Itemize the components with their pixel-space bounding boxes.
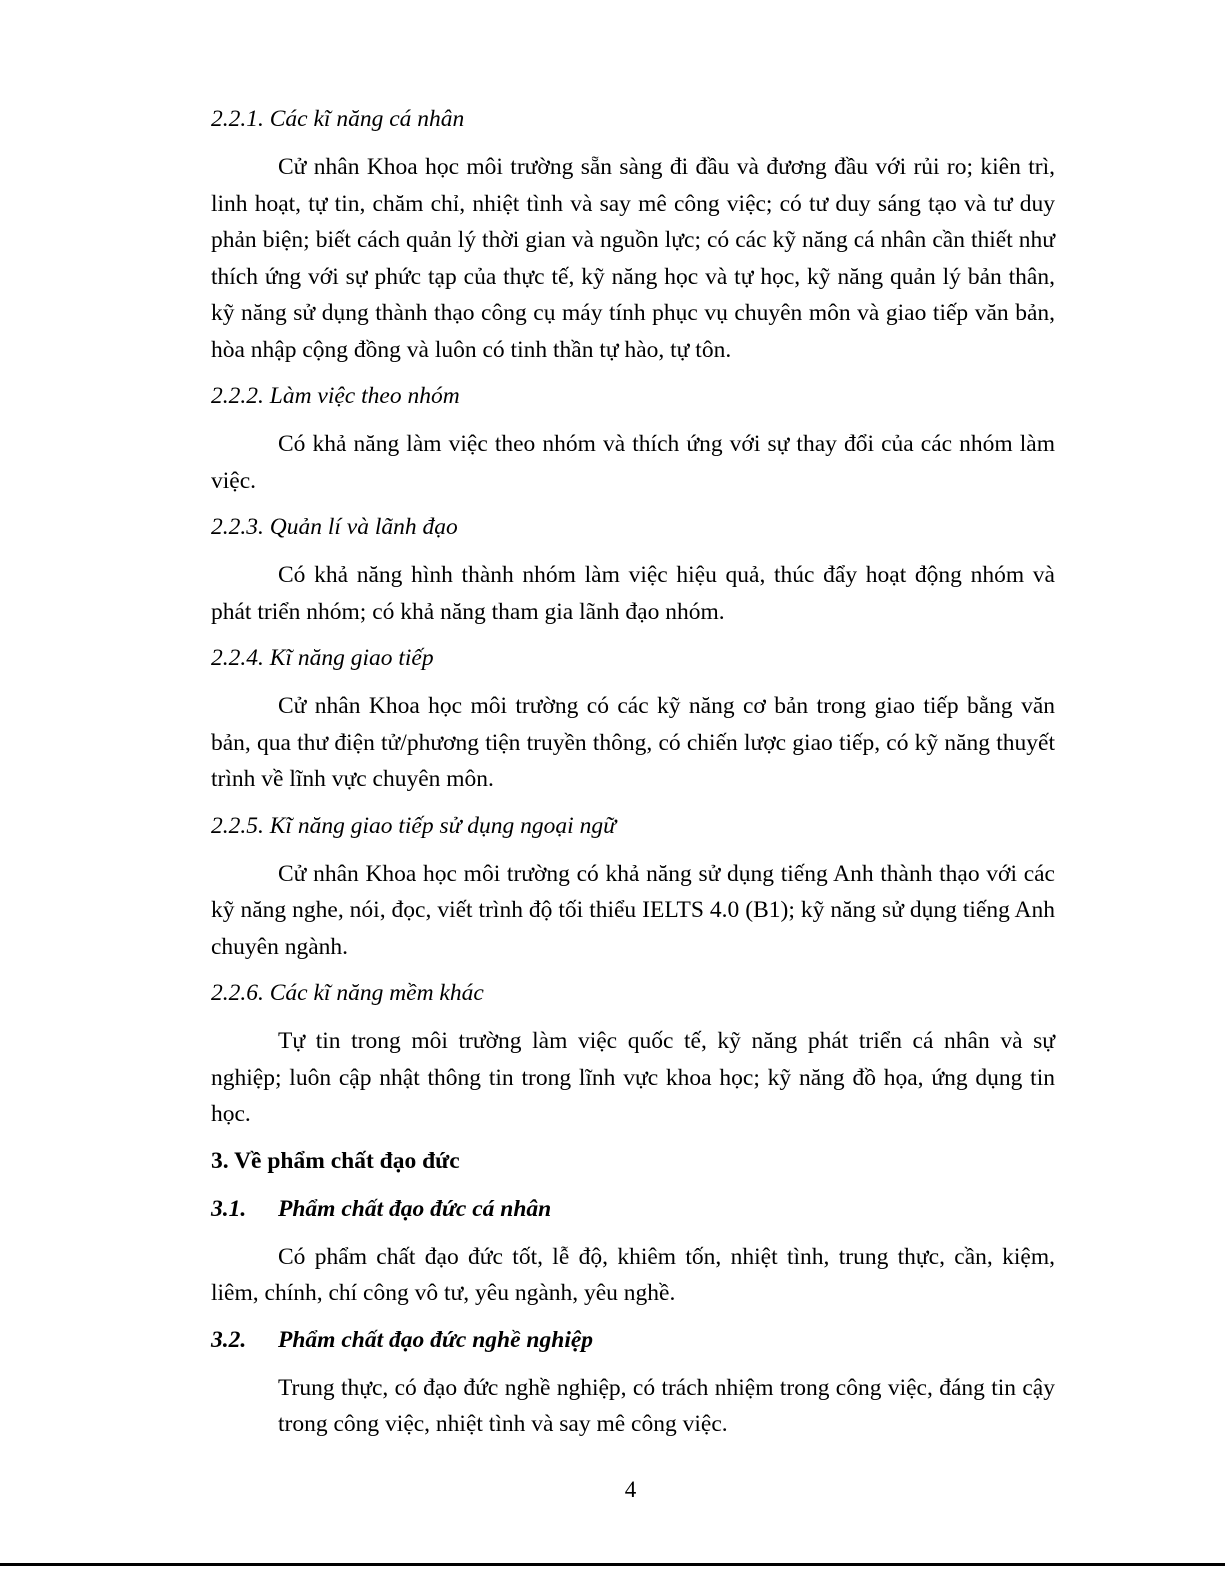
- paragraph-2-2-3: Có khả năng hình thành nhóm làm việc hiệu quả, thúc đẩy hoạt động nhóm và phát triển nhóm; có khả năng tham gia lãnh đạo nhóm.: [211, 562, 1055, 625]
- heading-3: 3. Về phẩm chất đạo đức: [211, 1147, 460, 1174]
- heading-2-2-5: 2.2.5. Kĩ năng giao tiếp sử dụng ngoại ngữ: [211, 812, 616, 839]
- paragraph-2-2-2: Có khả năng làm việc theo nhóm và thích ứng với sự thay đổi của các nhóm làm việc.: [211, 431, 1055, 494]
- paragraph-3-2: Trung thực, có đạo đức nghề nghiệp, có trách nhiệm trong công việc, đáng tin cậy trong công việc, nhiệt tình và say mê công việc.: [278, 1374, 1055, 1437]
- heading-2-2-1: 2.2.1. Các kĩ năng cá nhân: [211, 106, 465, 132]
- page-number: 4: [624, 1477, 637, 1502]
- paragraph-2-2-6: Tự tin trong môi trường làm việc quốc tế, kỹ năng phát triển cá nhân và sự nghiệp; luôn cập nhật thông tin trong lĩnh vực khoa học; kỹ năng đồ họa, ứng dụng tin học.: [211, 1028, 1055, 1127]
- paragraph-2-2-1: Cử nhân Khoa học môi trường sẵn sàng đi đầu và đương đầu với rủi ro; kiên trì, linh hoạt, tự tin, chăm chỉ, nhiệt tình và say mê công việc; có tư duy sáng tạo và tư duy phản biện; biết cách quản lý thời gian và nguồn lực; có các kỹ năng cá nhân cần thiết như thích ứng với sự phức tạp của thực tế, kỹ năng học và tự học, kỹ năng quản lý bản thân, kỹ năng sử dụng thành thạo công cụ máy tính phục vụ chuyên môn và giao tiếp văn bản, hòa nhập cộng đồng và luôn có tinh thần tự hào, tự tôn.: [211, 154, 1055, 363]
- heading-3-2: [211, 1322, 1055, 1358]
- paragraph-3-1: Có phẩm chất đạo đức tốt, lễ độ, khiêm tốn, nhiệt tình, trung thực, cần, kiệm, liêm, chính, chí công vô tư, yêu ngành, yêu nghề.: [211, 1243, 1055, 1306]
- heading-3-2-number: 3.2.: [211, 1326, 247, 1353]
- page-content: [211, 101, 1055, 1453]
- heading-3-1: [211, 1191, 1055, 1227]
- heading-3-1-title: Phẩm chất đạo đức cá nhân: [278, 1195, 552, 1222]
- heading-3-2-title: Phẩm chất đạo đức nghề nghiệp: [278, 1326, 594, 1353]
- heading-2-2-4: 2.2.4. Kĩ năng giao tiếp: [211, 645, 434, 671]
- paragraph-2-2-5: Cử nhân Khoa học môi trường có khả năng sử dụng tiếng Anh thành thạo với các kỹ năng nghe, nói, đọc, viết trình độ tối thiểu IELTS 4.0 (B1); kỹ năng sử dụng tiếng Anh chuyên ngành.: [211, 860, 1055, 960]
- bottom-edge-rule: [0, 1563, 1225, 1566]
- heading-2-2-2: 2.2.2. Làm việc theo nhóm: [211, 383, 460, 409]
- heading-2-2-3: 2.2.3. Quản lí và lãnh đạo: [211, 514, 458, 540]
- paragraph-2-2-4: Cử nhân Khoa học môi trường có các kỹ năng cơ bản trong giao tiếp bằng văn bản, qua thư điện tử/phương tiện truyền thông, có chiến lược giao tiếp, có kỹ năng thuyết trình về lĩnh vực chuyên môn.: [211, 693, 1055, 792]
- heading-2-2-6: 2.2.6. Các kĩ năng mềm khác: [211, 980, 484, 1006]
- heading-3-1-number: 3.1.: [211, 1195, 247, 1222]
